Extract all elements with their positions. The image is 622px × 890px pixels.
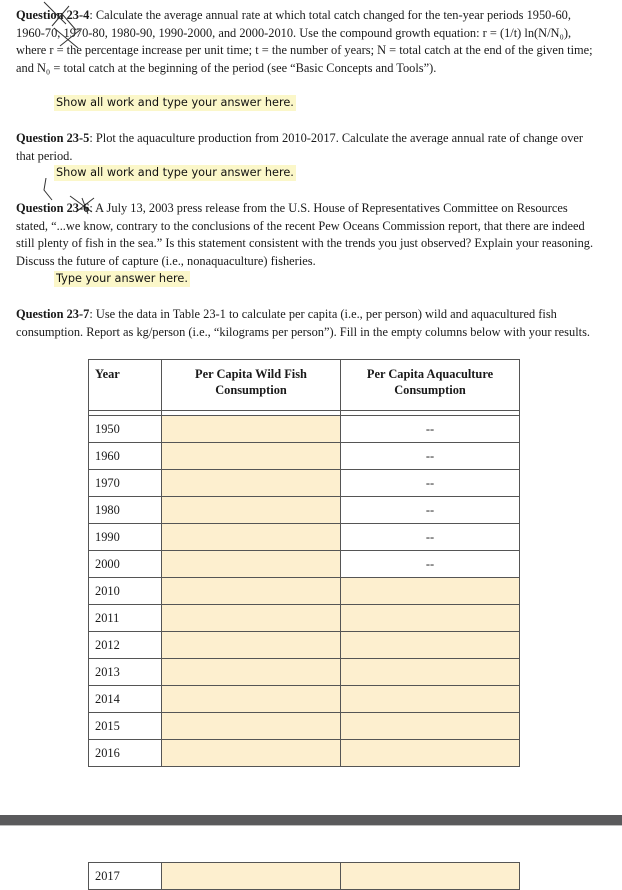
wild-consumption-input[interactable] [162, 497, 341, 524]
page-break-line [0, 825, 622, 826]
wild-consumption-input[interactable] [162, 863, 341, 890]
year-cell: 1980 [89, 497, 162, 524]
wild-consumption-input[interactable] [162, 416, 341, 443]
year-cell: 1960 [89, 443, 162, 470]
table-row [89, 578, 520, 605]
question-text: : Plot the aquaculture production from 2010-2017. Calculate the average annual rate of change over that period. [16, 131, 584, 163]
table-row [89, 497, 520, 524]
year-cell: 2017 [89, 863, 162, 890]
question-23-7 [16, 306, 596, 341]
aqua-consumption-input[interactable] [341, 632, 520, 659]
wild-consumption-input[interactable] [162, 524, 341, 551]
year-cell: 2016 [89, 740, 162, 767]
table-row [89, 470, 520, 497]
answer-prompt[interactable]: Show all work and type your answer here. [56, 96, 294, 109]
question-text: : Calculate the average annual rate at which total catch changed for the ten-year periods 1950-60, 1960-70, 1970-80, 1980-90, 1990-2000, and 2000-2010. Use the compound growth equation: r = (1/t) ln(N/N₀), where r = the percentage increase per unit time; t = the number of years; N = total catch at the end of the given time; and N₀ = total catch at the beginning of the period (see “Basic Concepts and Tools”). [16, 8, 593, 75]
aqua-na-cell: -- [341, 443, 520, 470]
wild-consumption-input[interactable] [162, 605, 341, 632]
wild-consumption-input[interactable] [162, 551, 341, 578]
table-row [89, 416, 520, 443]
col-aqua-header: Per Capita Aquaculture Consumption [341, 360, 520, 411]
aqua-na-cell: -- [341, 497, 520, 524]
table-row [89, 713, 520, 740]
table-row [89, 686, 520, 713]
col-wild-header: Per Capita Wild Fish Consumption [162, 360, 341, 411]
wild-consumption-input[interactable] [162, 740, 341, 767]
question-label: Question 23-6 [16, 201, 90, 215]
aqua-consumption-input[interactable] [341, 686, 520, 713]
question-label: Question 23-5 [16, 131, 90, 145]
per-capita-table [88, 359, 520, 767]
year-cell: 2014 [89, 686, 162, 713]
aqua-consumption-input[interactable] [341, 605, 520, 632]
table-row [89, 659, 520, 686]
wild-consumption-input[interactable] [162, 578, 341, 605]
question-label: Question 23-7 [16, 307, 90, 321]
question-23-6 [16, 200, 596, 270]
year-cell: 2013 [89, 659, 162, 686]
aqua-consumption-input[interactable] [341, 713, 520, 740]
table-row [89, 524, 520, 551]
wild-consumption-input[interactable] [162, 470, 341, 497]
table-row [89, 740, 520, 767]
aqua-na-cell: -- [341, 416, 520, 443]
year-cell: 1970 [89, 470, 162, 497]
aqua-na-cell: -- [341, 524, 520, 551]
year-cell: 1990 [89, 524, 162, 551]
table-row [89, 443, 520, 470]
table-row [89, 605, 520, 632]
wild-consumption-input[interactable] [162, 713, 341, 740]
wild-consumption-input[interactable] [162, 659, 341, 686]
question-label: Question 23-4 [16, 8, 90, 22]
question-23-5 [16, 130, 596, 165]
wild-consumption-input[interactable] [162, 632, 341, 659]
year-cell: 2015 [89, 713, 162, 740]
aqua-na-cell: -- [341, 551, 520, 578]
table-row [89, 551, 520, 578]
year-cell: 2000 [89, 551, 162, 578]
year-cell: 2012 [89, 632, 162, 659]
per-capita-table-continued [88, 862, 520, 890]
question-text: : A July 13, 2003 press release from the U.S. House of Representatives Committee on Resources stated, “...we know, contrary to the conclusions of the recent Pew Oceans Commission report, that there are indeed still plenty of fish in the sea.” Is this statement consistent with the trends you just observed? Explain your reasoning. Discuss the future of capture (i.e., nonaquaculture) fisheries. [16, 201, 594, 268]
question-text: : Use the data in Table 23-1 to calculate per capita (i.e., per person) wild and aquacultured fish consumption. Report as kg/person (i.e., “kilograms per person”). Fill in the empty columns below with your results. [16, 307, 591, 339]
col-year-header: Year [89, 360, 162, 411]
answer-prompt[interactable]: Show all work and type your answer here. [56, 166, 294, 179]
aqua-consumption-input[interactable] [341, 659, 520, 686]
page-break [0, 815, 622, 825]
aqua-consumption-input[interactable] [341, 740, 520, 767]
wild-consumption-input[interactable] [162, 686, 341, 713]
question-23-4 [16, 7, 596, 77]
wild-consumption-input[interactable] [162, 443, 341, 470]
aqua-consumption-input[interactable] [341, 578, 520, 605]
table-header-row [89, 360, 520, 411]
aqua-na-cell: -- [341, 470, 520, 497]
table-row [89, 632, 520, 659]
answer-prompt[interactable]: Type your answer here. [56, 272, 188, 285]
aqua-consumption-input[interactable] [341, 863, 520, 890]
table-row [89, 863, 520, 890]
year-cell: 2010 [89, 578, 162, 605]
year-cell: 1950 [89, 416, 162, 443]
year-cell: 2011 [89, 605, 162, 632]
